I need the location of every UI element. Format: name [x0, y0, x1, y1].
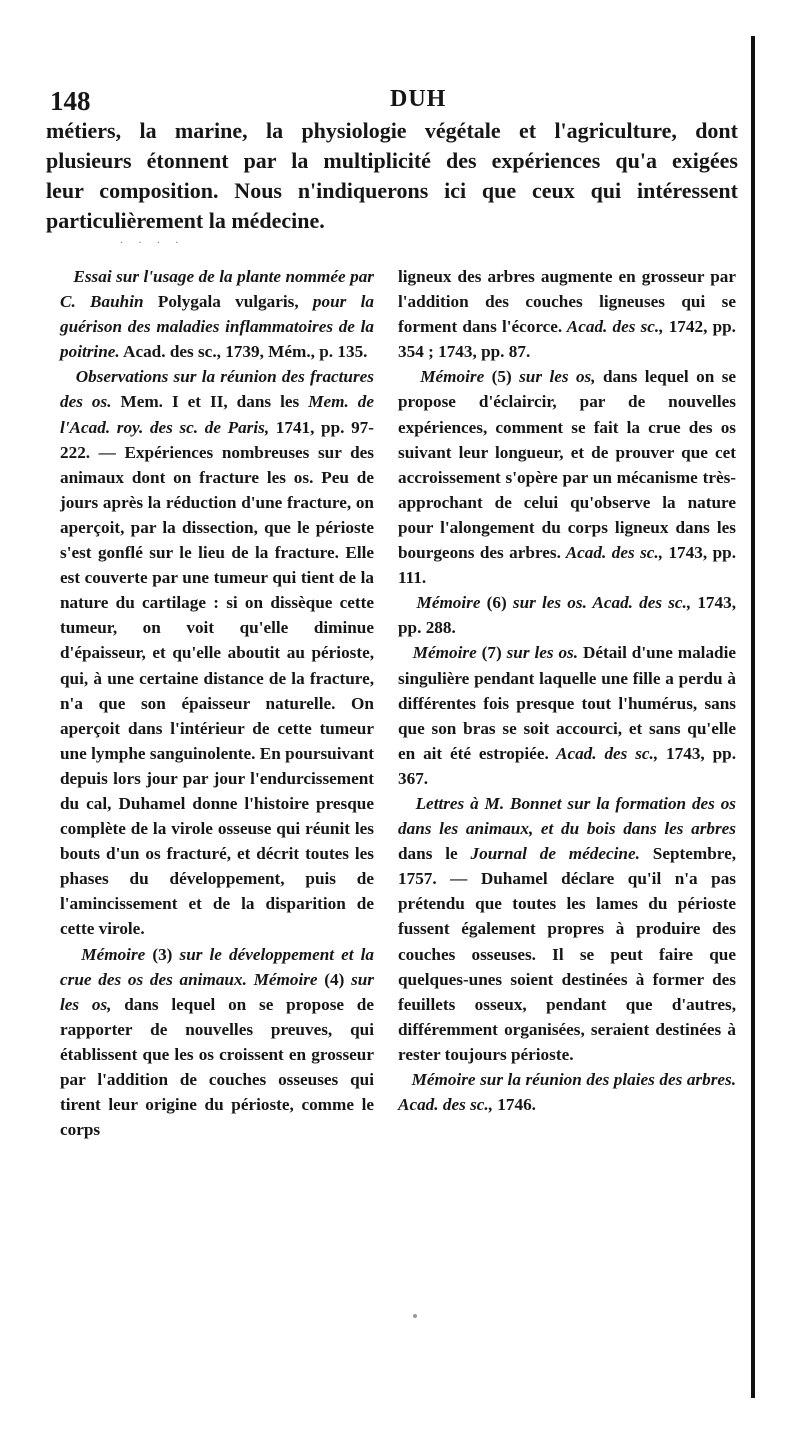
separator-dots: · · · ·	[120, 238, 185, 249]
intro-line: métiers, la marine, la physiologie végétale et l'agriculture, dont	[46, 118, 738, 143]
entry-text: Détail d'une maladie singulière pendant laquelle une fille a perdu à différentes fois presque tout l'humérus, sans que son bras se soit accourci, et sans qu'elle en ait été estropiée.	[398, 643, 737, 763]
entry-title: sur les os,	[60, 969, 374, 1014]
entry-text: dans lequel on se propose d'éclaircir, par de nouvelles expériences, comment se fait la crue des os suivant leur longueur, et de prouver que cet accroissement s'opère par un mécanisme très-approchant de celui qu'observe la nature pour l'alongement du corps ligneux dans les bourgeons des arbres.	[398, 367, 737, 563]
bib-entry	[398, 640, 736, 791]
entry-title: Mémoire	[81, 944, 146, 964]
running-head: DUH	[390, 86, 447, 112]
entry-text: dans le	[398, 844, 471, 864]
entry-text: 1743, pp. 288.	[398, 593, 737, 638]
intro-paragraph	[46, 116, 738, 236]
bib-entry	[398, 264, 736, 364]
entry-text: (5)	[484, 367, 520, 387]
entry-title: Mémoire	[412, 643, 477, 663]
right-column	[398, 264, 736, 1117]
bib-entry	[60, 364, 374, 941]
entry-text: (3)	[145, 944, 180, 964]
intro-line: plusieurs étonnent par la multiplicité des expériences qu'a exigées	[46, 148, 738, 173]
entry-text: Septembre, 1757. — Duhamel déclare qu'il n'a pas prétendu que toutes les lames du périoste fussent également propres à produire des couches osseuses. Il se peut faire que quelques-unes soient destinées à former des feuillets osseux, pendant que d'autres, différemment organisées, seraient destinées à rester toujours périoste.	[398, 844, 736, 1064]
entry-title: Observations sur la réunion des fractures des os.	[60, 367, 375, 412]
entry-title: Mémoire	[420, 367, 485, 387]
entry-text: (6)	[480, 593, 513, 613]
entry-title: Acad. des sc.,	[548, 743, 659, 763]
entry-title: sur les os.	[506, 643, 579, 663]
entry-text: Mem. I et II, dans les	[111, 392, 309, 412]
entry-title: pour la guérison des maladies inflammatoires de la poitrine.	[60, 292, 374, 362]
entry-text: 1743, pp. 367.	[398, 743, 737, 788]
bib-entry	[60, 942, 374, 1143]
entry-title: Acad. des sc.,	[560, 543, 664, 563]
entry-text: (7)	[476, 643, 507, 663]
entry-title: sur le développement et la crue des os des animaux. Mémoire	[60, 944, 374, 989]
entry-text: 1741, pp. 97-222. — Expériences nombreuses sur des animaux dont on fracture les os. Peu de jours après la réduction d'une fracture, on aperçoit, par la dissection, que le périoste s'est gonflé sur le lieu de la fracture. Elle est couverte par une tumeur qui tient de la nature du cartilage : si on dissèque cette tumeur, on voit qu'elle diminue d'épaisseur, et qu'elle aboutit au périoste, qui, à une certaine distance de la fracture, n'a que son épaisseur naturelle. On aperçoit dans l'intérieur de cette tumeur une lymphe sanguinolente. En poursuivant depuis lors jour par jour l'endurcissement du cal, Duhamel donne l'histoire presque complète de la virole osseuse qui réunit les bouts d'un os fracturé, et décrit toutes les phases du développement, puis de l'amincissement et de la disparition de cette virole.	[60, 417, 374, 939]
entry-text: 1743, pp. 111.	[398, 543, 736, 588]
entry-text: ligneux des arbres augmente en grosseur par l'addition des couches ligneuses qui se forment dans l'écorce.	[398, 267, 736, 337]
entry-title: Essai sur l'usage de la plante nommée par C. Bauhin	[60, 267, 374, 312]
entry-text: 1746.	[493, 1095, 536, 1115]
entry-text: 1742, pp. 354 ; 1743, pp. 87.	[398, 317, 736, 362]
entry-title: Mémoire sur la réunion des plaies des arbres. Acad. des sc.,	[398, 1070, 736, 1115]
entry-text: (4)	[317, 969, 352, 989]
page-header	[50, 86, 740, 118]
intro-line: particulièrement la médecine.	[46, 208, 325, 233]
page-edge-rule	[751, 36, 755, 1398]
bib-entry	[60, 264, 374, 364]
bib-entry	[398, 364, 736, 590]
intro-line: leur composition. Nous n'indiquerons ici que ceux qui intéressent	[46, 178, 738, 203]
bib-entry	[398, 590, 736, 640]
bottom-mark	[413, 1314, 417, 1318]
entry-text: Polygala vulgaris,	[143, 292, 313, 312]
left-column	[60, 264, 374, 1142]
entry-title: Mémoire	[416, 593, 481, 613]
bib-entry	[398, 1067, 736, 1117]
entry-text: Acad. des sc., 1739, Mém., p. 135.	[119, 342, 368, 362]
entry-text: dans lequel on se propose de rapporter de nouvelles preuves, qui établissent que les os croissent en grosseur par l'addition de couches osseuses qui tirent leur origine du périoste, comme le corps	[60, 994, 374, 1140]
page-number: 148	[50, 86, 91, 116]
bib-entry	[398, 791, 736, 1067]
entry-title: Mem. de l'Acad. roy. des sc. de Paris,	[60, 392, 374, 437]
entry-title: Lettres à M. Bonnet sur la formation des os dans les animaux, et du bois dans les arbres	[398, 793, 736, 839]
entry-title: Journal de médecine.	[470, 844, 640, 864]
entry-title: sur les os,	[519, 367, 596, 387]
entry-title: sur les os. Acad. des sc.,	[512, 593, 692, 613]
entry-title: Acad. des sc.,	[562, 317, 664, 337]
